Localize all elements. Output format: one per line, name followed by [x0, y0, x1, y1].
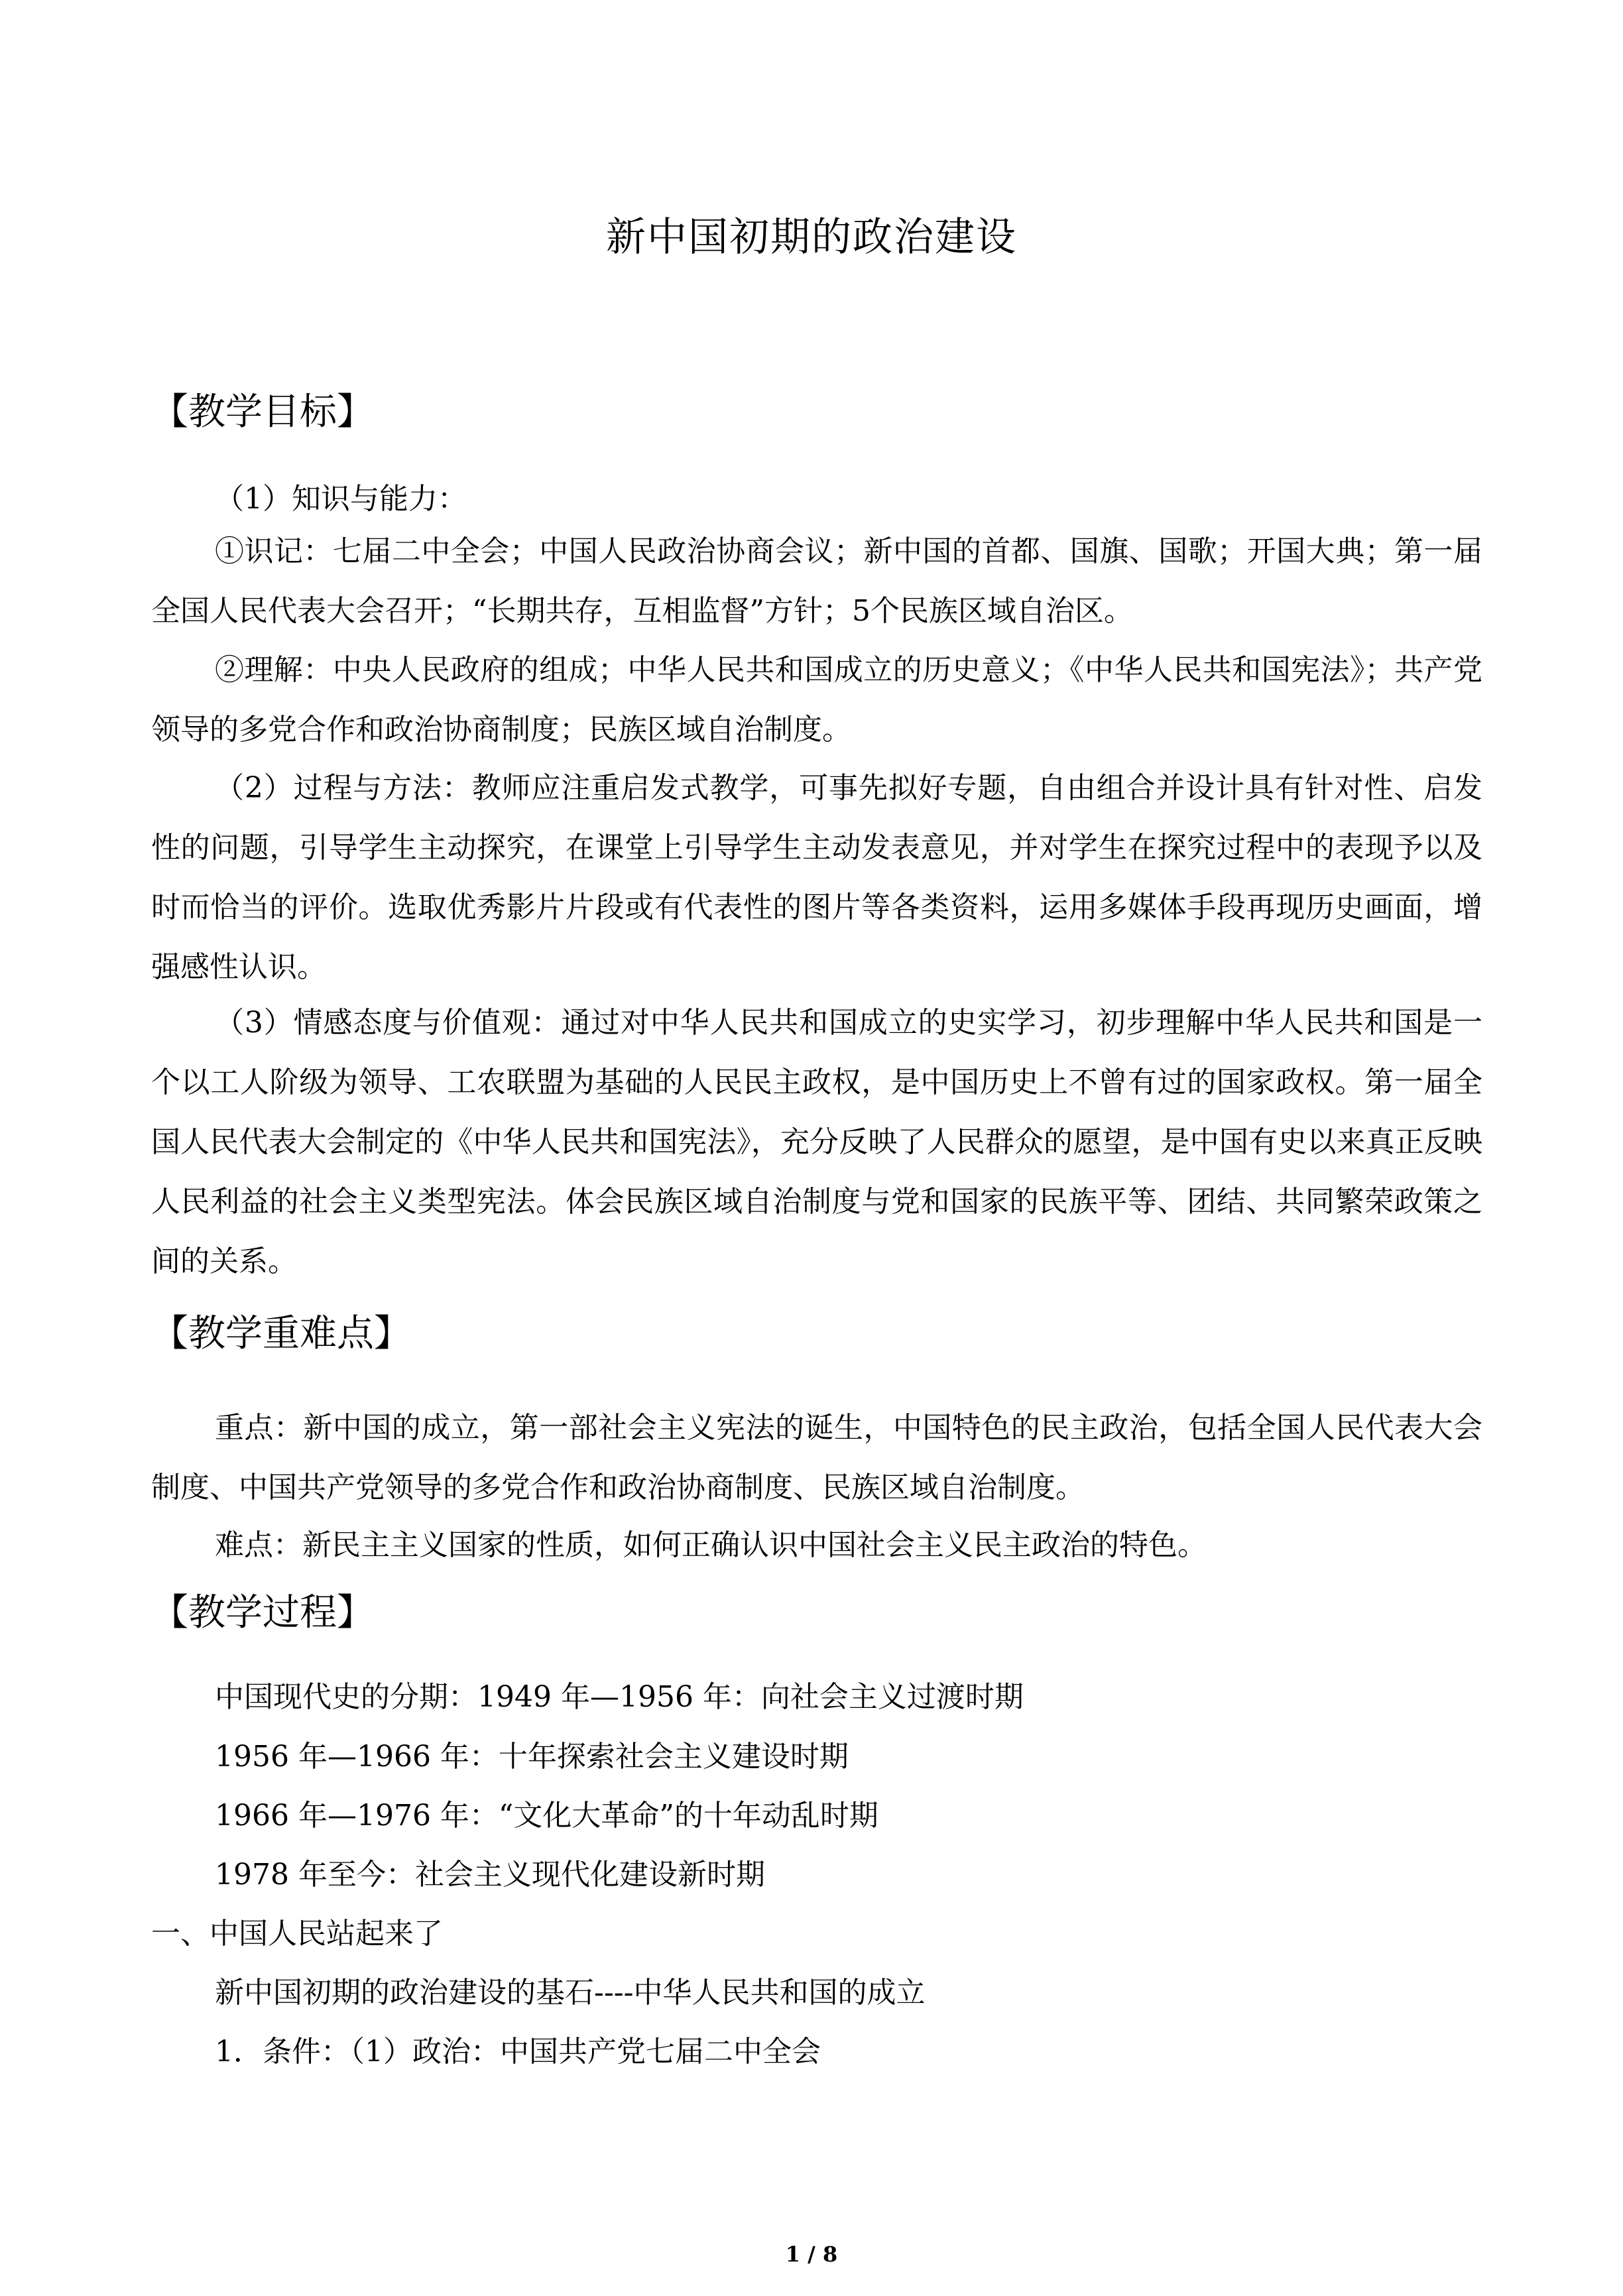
objectives-values-paragraph: （3）情感态度与价值观：通过对中华人民共和国成立的史实学习，初步理解中华人民共和国是一个以工人阶级为领导、工农联盟为基础的人民民主政权，是中国历史上不曾有过的国家政权。第一届全国人民代表大会制定的《中华人民共和国宪法》，充分反映了人民群众的愿望，是中国有史以来真正反映人民利益的社会主义类型宪法。体会民族区域自治制度与党和国家的民族平等、团结、共同繁荣政策之间的关系。: [151, 1006, 1482, 1278]
process-line-5: 一、中国人民站起来了: [151, 1917, 443, 1951]
objectives-process-paragraph: （2）过程与方法：教师应注重启发式教学，可事先拟好专题，自由组合并设计具有针对性、启发性的问题，引导学生主动探究，在课堂上引导学生主动发表意见，并对学生在探究过程中的表现予以及时而恰当的评价。选取优秀影片片段或有代表性的图片等各类资料，运用多媒体手段再现历史画面，增强感性认识。: [151, 771, 1482, 984]
process-line-4: 1978 年至今：社会主义现代化建设新时期: [215, 1858, 765, 1892]
process-line-7: 1．条件：（1）政治：中国共产党七届二中全会: [215, 2035, 821, 2069]
objectives-item-1: （1）知识与能力：: [215, 482, 467, 516]
document-title: 新中国初期的政治建设: [606, 214, 1017, 261]
process-line-3: 1966 年—1976 年：“文化大革命”的十年动乱时期: [215, 1799, 878, 1833]
process-line-6: 新中国初期的政治建设的基石----中华人民共和国的成立: [215, 1976, 926, 2010]
section-heading-key-points: 【教学重难点】: [151, 1312, 411, 1355]
objectives-understand-paragraph: ②理解：中央人民政府的组成；中华人民共和国成立的历史意义；《中华人民共和国宪法》；共产党领导的多党合作和政治协商制度；民族区域自治制度。: [151, 653, 1482, 747]
objectives-recall-paragraph: ①识记：七届二中全会；中国人民政治协商会议；新中国的首都、国旗、国歌；开国大典；第一届全国人民代表大会召开；“长期共存，互相监督”方针；5个民族区域自治区。: [151, 534, 1482, 628]
key-points-focus-paragraph: 重点：新中国的成立，第一部社会主义宪法的诞生，中国特色的民主政治，包括全国人民代表大会制度、中国共产党领导的多党合作和政治协商制度、民族区域自治制度。: [151, 1411, 1482, 1504]
process-line-2: 1956 年—1966 年：十年探索社会主义建设时期: [215, 1740, 849, 1774]
page-number: 1 / 8: [785, 2242, 838, 2267]
section-heading-process: 【教学过程】: [151, 1591, 374, 1634]
key-points-difficulty-paragraph: 难点：新民主主义国家的性质，如何正确认识中国社会主义民主政治的特色。: [215, 1528, 1207, 1562]
section-heading-objectives: 【教学目标】: [151, 391, 374, 434]
process-line-1: 中国现代史的分期：1949 年—1956 年：向社会主义过渡时期: [215, 1680, 1024, 1714]
